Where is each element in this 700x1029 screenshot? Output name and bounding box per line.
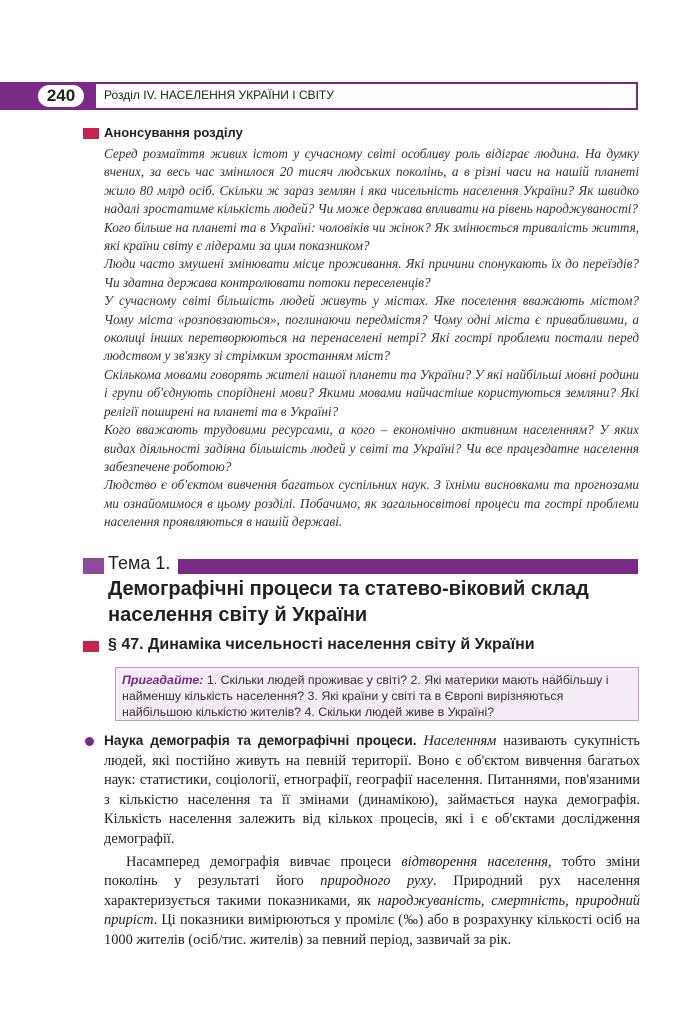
intro-paragraph: Кого більше на планеті та в Україні: чоловіків чи жінок? Як змінюється тривалість життя, які країни світу є лідерами за цим показником? <box>104 219 639 254</box>
intro-paragraph: Скількома мовами говорять жителі нашої планети та України? У які найбільші мовні родини і групи об'єднують споріднені мови? Якими мовами найчастіше користуються земляни? Які релігії поширені на планеті та в Україні? <box>104 366 639 419</box>
term: природного руху <box>320 873 434 890</box>
section-title: Розділ IV. НАСЕЛЕННЯ УКРАЇНИ І СВІТУ <box>104 88 334 102</box>
term: відтворення населення <box>401 853 548 870</box>
recall-box <box>115 667 639 721</box>
body-paragraph-1 <box>104 731 640 850</box>
body-paragraph-2 <box>104 853 640 951</box>
term: народжуваність, смертність, природний приріст <box>104 892 640 929</box>
text-span: . Ці показники вимірюються у промілє (‰) або в розрахунку кількості осіб на 1000 жителів (осіб/тис. жителів) за певний період, зазвичай за рік. <box>104 912 640 948</box>
announcement-text <box>104 145 639 532</box>
intro-paragraph: Людство є об'єктом вивчення багатьох суспільних наук. З їхніми висновками та прогнозами ми ознайомимося в цьому розділі. Побачимо, як загальносвітові процеси та гострі проблеми населення проявляються в нашій державі. <box>104 477 639 530</box>
intro-paragraph: Кого вважають трудовими ресурсами, а кого – економічно активним населенням? У яких видах діяльності задіяна більшість людей у світі та Україні? Чи все працездатне населення забезпечене роботою? <box>104 422 639 474</box>
announcement-marker <box>83 128 99 139</box>
bullet-icon <box>85 737 94 746</box>
paragraph-marker <box>83 641 99 652</box>
recall-text: 1. Скільки людей проживає у світі? 2. Які материки мають найбільшу і найменшу кількість населення? 3. Які країни у світі та в Європі вирізняються найбільшою кількістю жителів? 4. Скільки людей живе в Україні? <box>122 673 609 719</box>
announcement-heading: Анонсування розділу <box>104 125 243 140</box>
paragraph-heading: § 47. Динаміка чисельності населення світу й України <box>108 636 535 653</box>
term: Населенням <box>423 733 497 749</box>
topic-label: Тема 1. <box>108 553 171 573</box>
text-span: Насамперед демографія вивчає процеси <box>126 853 402 870</box>
text-span: , тобто зміни поколінь у результаті його <box>104 853 640 890</box>
intro-paragraph: У сучасному світі більшість людей живуть у містах. Яке поселення вважають містом? Чому міста «розповзаються», поглинаючи передмістя? Чому одні міста є привабливими, а околиці інших перетворюються на перенаселені нетрі? Які гострі проблеми постали перед людством у зв'язку зі стрімким зростанням міст? <box>104 293 639 364</box>
intro-paragraph: Серед розмаїття живих істот у сучасному світі особливу роль відіграє людина. На думку вчених, за весь час змінилося 20 тисяч людських поколінь, а в різні часи на нашій планеті жило 80 млрд осіб. Скільки ж зараз землян і яка чисельність населення України? Як швидко надалі зростатиме кількість людей? Чи може держава впливати на рівень народжуваності? <box>104 146 639 217</box>
topic-bar <box>178 559 638 574</box>
topic-marker <box>83 558 104 574</box>
recall-lead: Пригадайте: <box>122 673 204 687</box>
intro-paragraph: Люди часто змушені змінювати місце проживання. Які причини спонукають їх до переїздів? Чи здатна держава контролювати потоки переселенців? <box>104 256 639 290</box>
body-text <box>104 731 640 951</box>
text-span: . Природний рух населення характеризується такими показниками, як <box>104 873 641 909</box>
page-number: 240 <box>46 86 76 105</box>
subsection-heading: Наука демографія та демографічні процеси. <box>104 733 417 748</box>
text-span: називають сукупність людей, які постійно живуть на певній території. Воно є об'єктом вивчення багатьох наук: статистики, соціології, етнографії, географії населення. Питаннями, пов'язаними з кількістю населення та її змінами (динамікою), займається наука демографія. Кількість населення залежить від кількох процесів, які і є об'єктами дослідження демографії. <box>104 733 640 847</box>
topic-title: Демографічні процеси та статево-віковий склад населення світу й України <box>108 578 589 626</box>
